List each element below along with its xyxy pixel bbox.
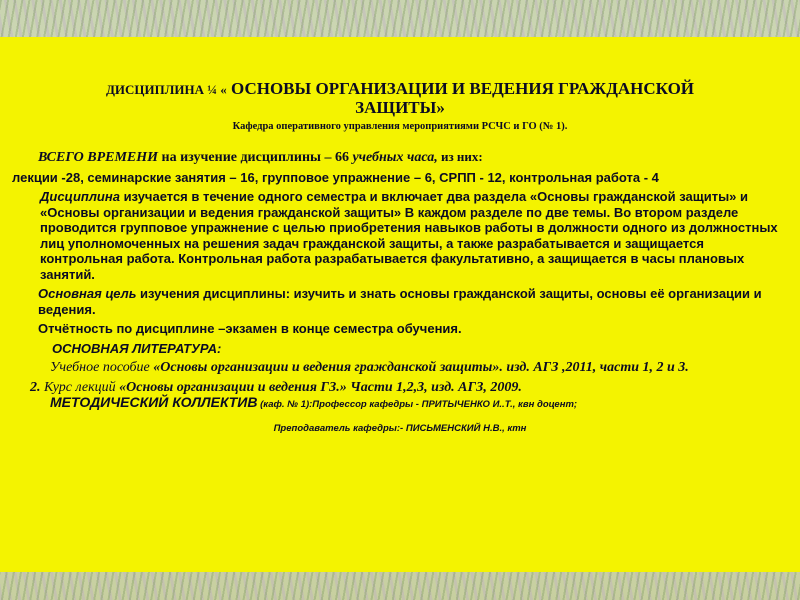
collective-label: МЕТОДИЧЕСКИЙ КОЛЛЕКТИВ bbox=[50, 394, 258, 410]
hours-breakdown: лекции -28, семинарские занятия – 16, групповое упражнение – 6, СРПП - 12, контрольная работа - 4 bbox=[12, 169, 659, 185]
total-text-2: из них: bbox=[437, 149, 483, 164]
literature-item-1-pre: Учебное пособие bbox=[50, 360, 154, 375]
discipline-prefix: ДИСЦИПЛИНА ¼ « bbox=[105, 82, 227, 97]
discipline-title-line1 bbox=[0, 79, 800, 99]
slide bbox=[0, 37, 800, 572]
total-label: ВСЕГО ВРЕМЕНИ bbox=[38, 150, 159, 165]
discipline-title-line2: ЗАЩИТЫ» bbox=[355, 98, 445, 117]
total-hours-value: учебных часа, bbox=[352, 150, 438, 165]
description bbox=[12, 189, 788, 282]
description-lead: Дисциплина bbox=[40, 189, 120, 204]
literature-item-2-number: 2. bbox=[30, 379, 41, 395]
literature-heading: ОСНОВНАЯ ЛИТЕРАТУРА: bbox=[52, 340, 222, 356]
literature-item-1-title: «Основы организации и ведения гражданской защиты». изд. АГЗ ,2011, части 1, 2 и 3. bbox=[153, 360, 689, 375]
literature-item-1-number bbox=[12, 360, 50, 376]
methodical-collective bbox=[12, 395, 788, 413]
literature-item-2-pre: Курс лекций bbox=[44, 379, 120, 395]
slide-body bbox=[12, 149, 788, 440]
discipline-title: ОСНОВЫ ОРГАНИЗАЦИИ И ВЕДЕНИЯ ГРАЖДАНСКОЙ bbox=[226, 79, 695, 98]
goal bbox=[12, 286, 788, 317]
total-hours bbox=[12, 149, 788, 166]
collective-professor: (каф. № 1):Профессор кафедры - ПРИТЫЧЕНКО И..Т., квн доцент; bbox=[257, 399, 578, 410]
goal-lead: Основная цель bbox=[38, 286, 137, 301]
literature-item-2-title: «Основы организации и ведения ГЗ.» Части 1,2,3, изд. АГЗ, 2009. bbox=[119, 379, 522, 395]
literature-item-1 bbox=[12, 360, 788, 376]
collective-teacher: Преподаватель кафедры:- ПИСЬМЕНСКИЙ Н.В., ктн bbox=[273, 422, 527, 434]
goal-text: изучения дисциплины: изучить и знать основы гражданской защиты, основы её организации и ведения. bbox=[38, 286, 762, 317]
description-text: изучается в течение одного семестра и включает два раздела «Основы гражданской защиты» и «Основы организации и ведения гражданской защиты» В каждом разделе по две темы. Во втором разделе проводится групповое упражнение с целью приобретения навыков работы в должности одного из должностных лиц уполномоченных на решения задач гражданской защиты, а также разрабатывается и защищается контрольная работа. Контрольная работа разрабатывается факультативно, а защищается в часы плановых занятий. bbox=[40, 189, 778, 282]
literature-item-2 bbox=[12, 380, 788, 396]
total-text: на изучение дисциплины – 66 bbox=[158, 150, 353, 165]
department-name: Кафедра оперативного управления мероприятиями РСЧС и ГО (№ 1). bbox=[232, 121, 568, 132]
reporting: Отчётность по дисциплине –экзамен в конце семестра обучения. bbox=[38, 321, 462, 336]
